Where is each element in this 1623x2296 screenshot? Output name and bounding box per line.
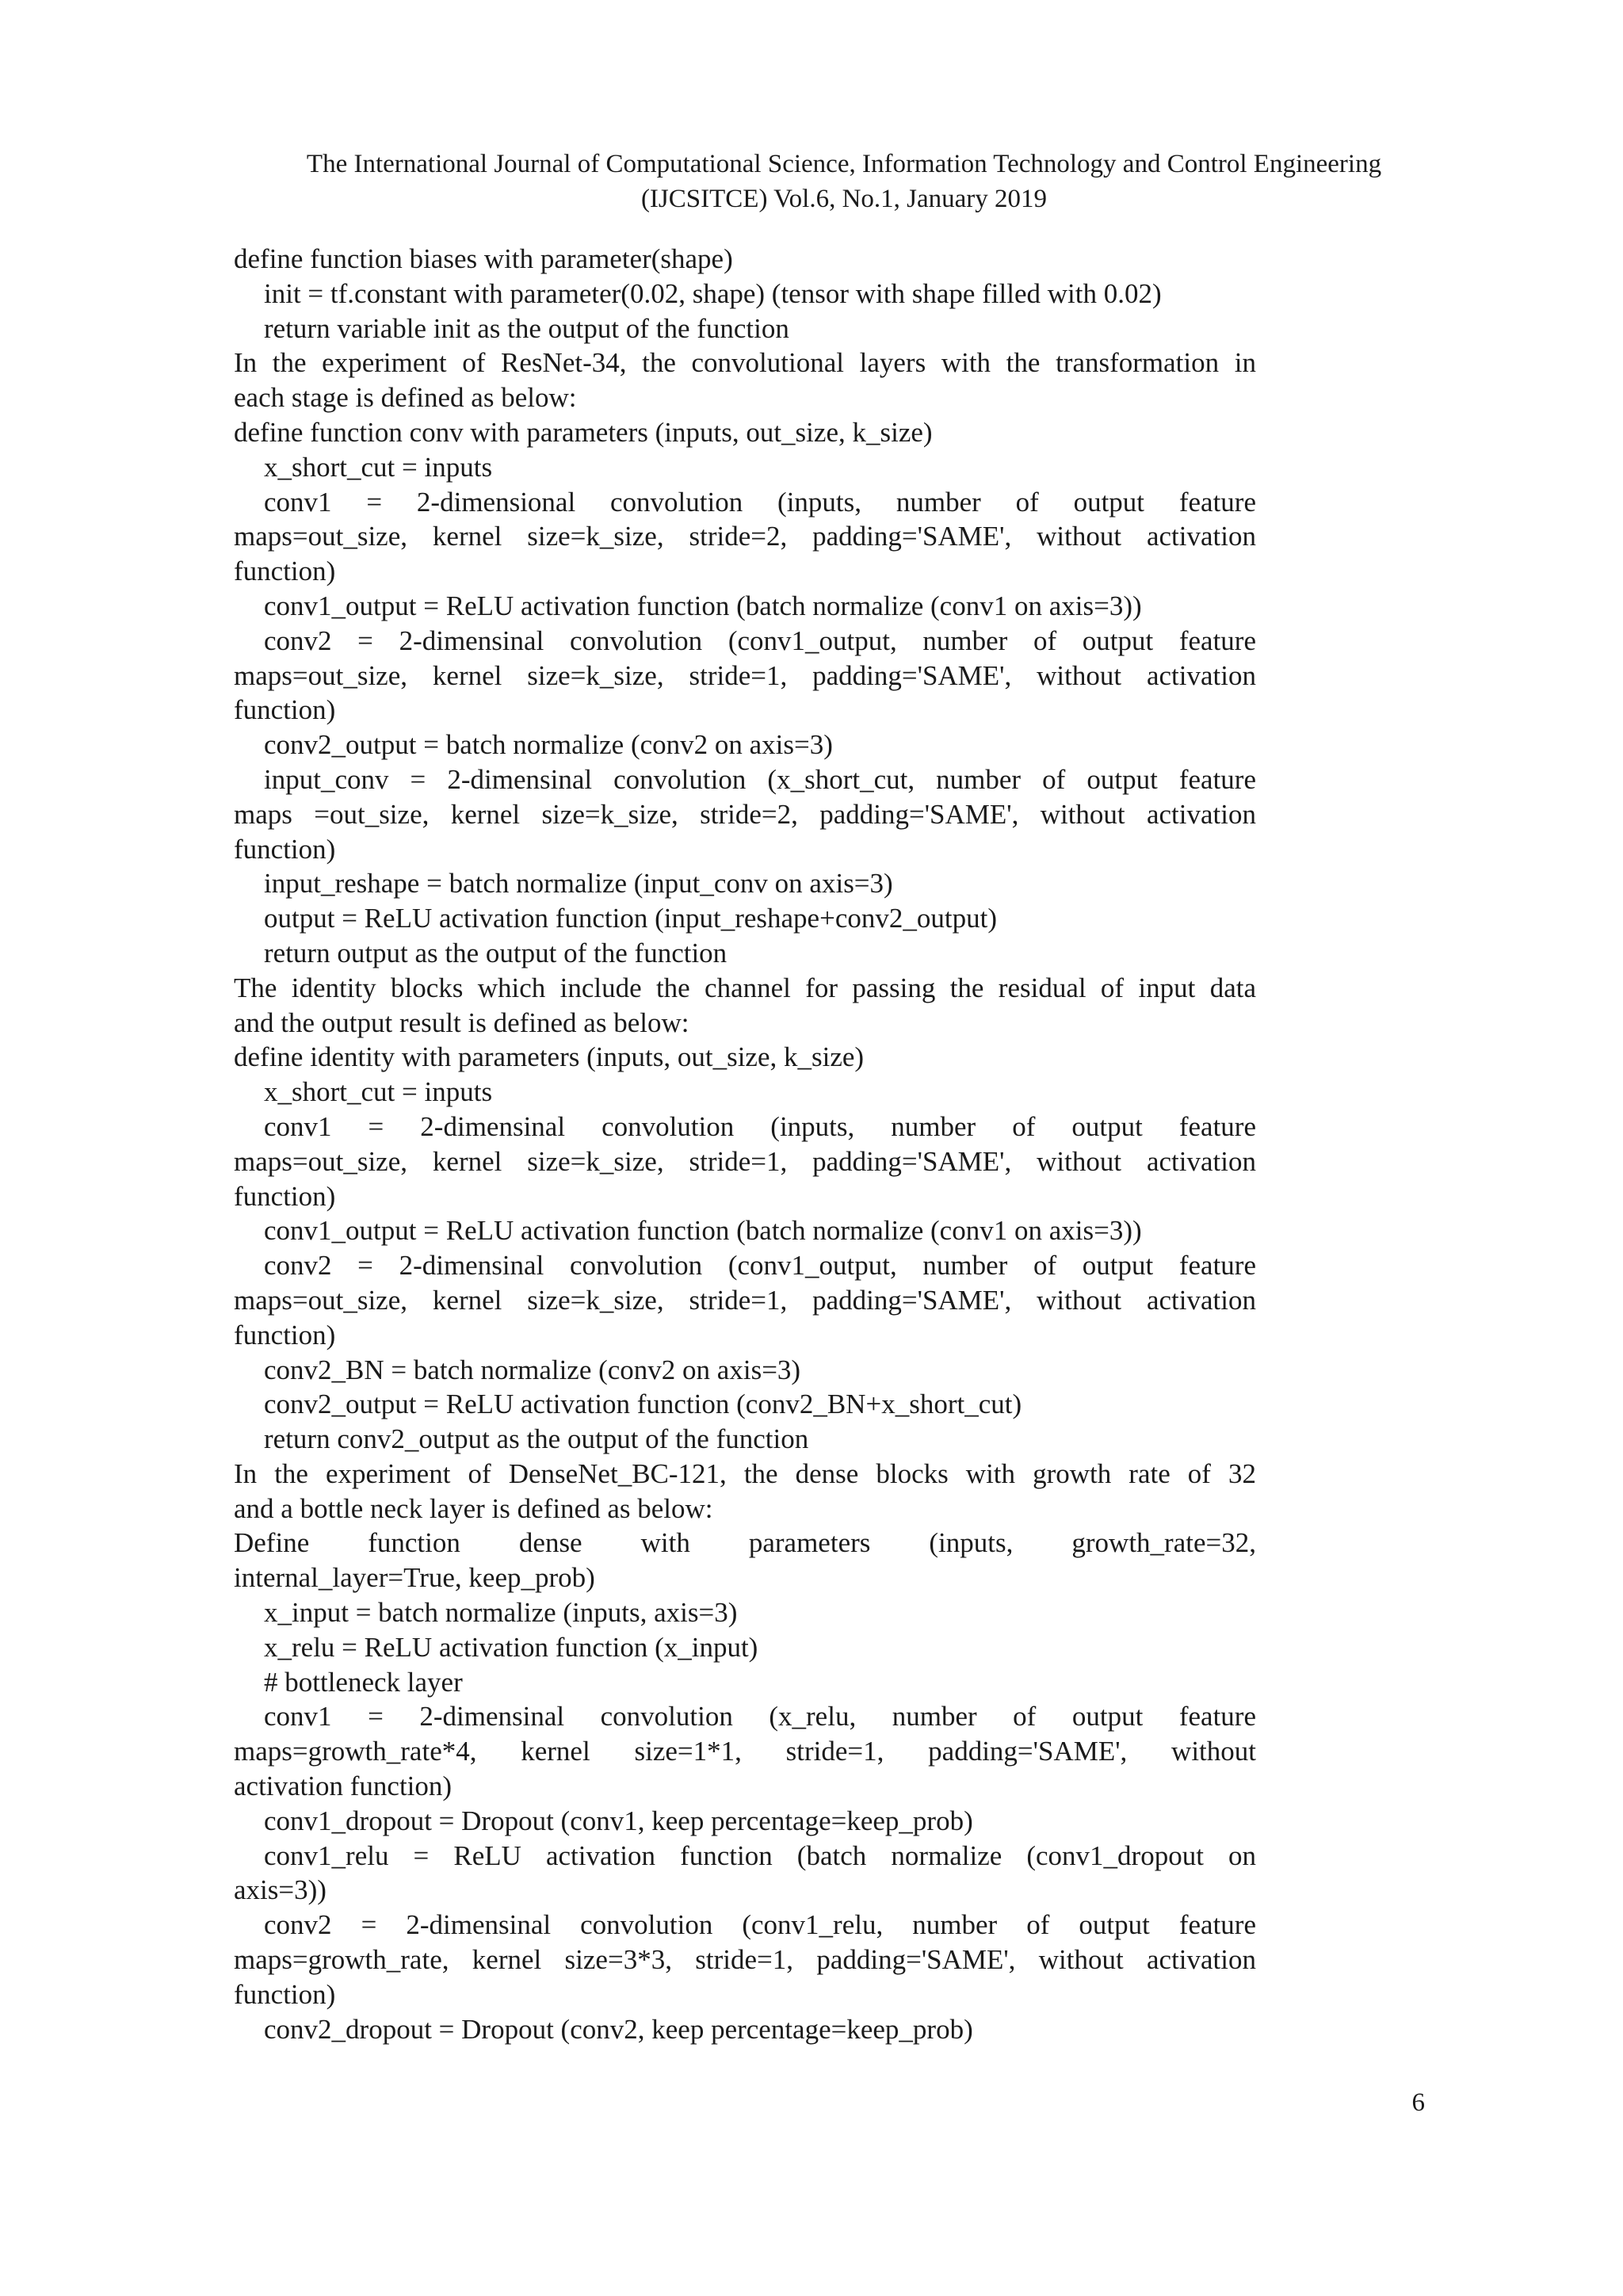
text-line: init = tf.constant with parameter(0.02, shape) (tensor with shape filled with 0.02) xyxy=(264,277,1162,309)
text-line: maps=out_size, kernel size=k_size, stride=1, padding='SAME', without activation xyxy=(234,1284,1256,1316)
text-line: x_input = batch normalize (inputs, axis=3) xyxy=(264,1597,738,1629)
text-line: # bottleneck layer xyxy=(264,1666,463,1698)
text-line: function) xyxy=(234,833,336,865)
text-line: maps=growth_rate, kernel size=3*3, stride=1, padding='SAME', without activation xyxy=(234,1944,1256,1976)
text-line: conv1_dropout = Dropout (conv1, keep percentage=keep_prob) xyxy=(264,1805,973,1836)
text-line: conv2 = 2-dimensinal convolution (conv1_output, number of output feature xyxy=(264,625,1256,656)
text-line: function) xyxy=(234,1319,336,1350)
text-line: and a bottle neck layer is defined as below: xyxy=(234,1492,713,1524)
text-line: function) xyxy=(234,1180,336,1212)
journal-title: The International Journal of Computational Science, Information Technology and Control Engineering xyxy=(306,150,1382,178)
text-line: output = ReLU activation function (input_reshape+conv2_output) xyxy=(264,903,997,934)
text-line: conv2_dropout = Dropout (conv2, keep percentage=keep_prob) xyxy=(264,2013,973,2045)
text-line: In the experiment of DenseNet_BC-121, the dense blocks with growth rate of 32 xyxy=(234,1457,1256,1489)
text-line: conv1_relu = ReLU activation function (batch normalize (conv1_dropout on xyxy=(264,1839,1256,1871)
text-line: define function biases with parameter(shape) xyxy=(234,243,733,274)
text-line: x_short_cut = inputs xyxy=(264,451,493,483)
text-line: return conv2_output as the output of the function xyxy=(264,1423,809,1455)
text-line: axis=3)) xyxy=(234,1874,327,1906)
text-line: Define function dense with parameters (inputs, growth_rate=32, xyxy=(234,1527,1256,1559)
text-line: input_reshape = batch normalize (input_conv on axis=3) xyxy=(264,868,893,900)
text-line: maps=out_size, kernel size=k_size, stride=1, padding='SAME', without activation xyxy=(234,659,1256,691)
text-line: conv2 = 2-dimensinal convolution (conv1_output, number of output feature xyxy=(264,1250,1256,1282)
text-line: and the output result is defined as below: xyxy=(234,1007,689,1038)
text-line: input_conv = 2-dimensinal convolution (x_short_cut, number of output feature xyxy=(264,763,1256,795)
text-line: define function conv with parameters (inputs, out_size, k_size) xyxy=(234,416,933,448)
text-line: x_relu = ReLU activation function (x_input) xyxy=(264,1631,758,1663)
text-line: function) xyxy=(234,694,336,726)
text-line: maps =out_size, kernel size=k_size, stride=2, padding='SAME', without activation xyxy=(234,798,1256,830)
text-line: conv2_BN = batch normalize (conv2 on axis=3) xyxy=(264,1354,801,1385)
page-number: 6 xyxy=(1411,2088,1425,2117)
body-text xyxy=(234,242,1256,2046)
text-line: activation function) xyxy=(234,1771,453,1802)
text-line: function) xyxy=(234,1978,336,2010)
text-line: conv2_output = batch normalize (conv2 on axis=3) xyxy=(264,729,833,761)
text-line: conv1 = 2-dimensional convolution (inputs, number of output feature xyxy=(264,486,1256,518)
text-line: each stage is defined as below: xyxy=(234,382,577,414)
text-line: function) xyxy=(234,556,336,587)
text-line: internal_layer=True, keep_prob) xyxy=(234,1562,595,1594)
text-line: conv1_output = ReLU activation function (batch normalize (conv1 on axis=3)) xyxy=(264,590,1142,621)
text-line: conv2 = 2-dimensinal convolution (conv1_relu, number of output feature xyxy=(264,1909,1256,1941)
text-line: define identity with parameters (inputs, out_size, k_size) xyxy=(234,1041,865,1073)
text-line: maps=out_size, kernel size=k_size, stride=2, padding='SAME', without activation xyxy=(234,521,1256,552)
text-line: conv1 = 2-dimensinal convolution (inputs, number of output feature xyxy=(264,1110,1256,1142)
text-line: conv1_output = ReLU activation function (batch normalize (conv1 on axis=3)) xyxy=(264,1215,1142,1247)
text-line: return output as the output of the function xyxy=(264,937,727,968)
running-header xyxy=(190,147,1498,216)
text-line: The identity blocks which include the channel for passing the residual of input data xyxy=(234,972,1256,1003)
text-line: conv1 = 2-dimensinal convolution (x_relu, number of output feature xyxy=(264,1701,1256,1733)
text-line: maps=out_size, kernel size=k_size, stride=1, padding='SAME', without activation xyxy=(234,1145,1256,1177)
text-line: conv2_output = ReLU activation function (conv2_BN+x_short_cut) xyxy=(264,1389,1022,1420)
text-line: x_short_cut = inputs xyxy=(264,1076,493,1108)
text-line: maps=growth_rate*4, kernel size=1*1, stride=1, padding='SAME', without xyxy=(234,1736,1256,1767)
text-line: In the experiment of ResNet-34, the convolutional layers with the transformation in xyxy=(234,347,1256,379)
text-line: return variable init as the output of the function xyxy=(264,312,789,344)
journal-volume: (IJCSITCE) Vol.6, No.1, January 2019 xyxy=(640,185,1048,213)
